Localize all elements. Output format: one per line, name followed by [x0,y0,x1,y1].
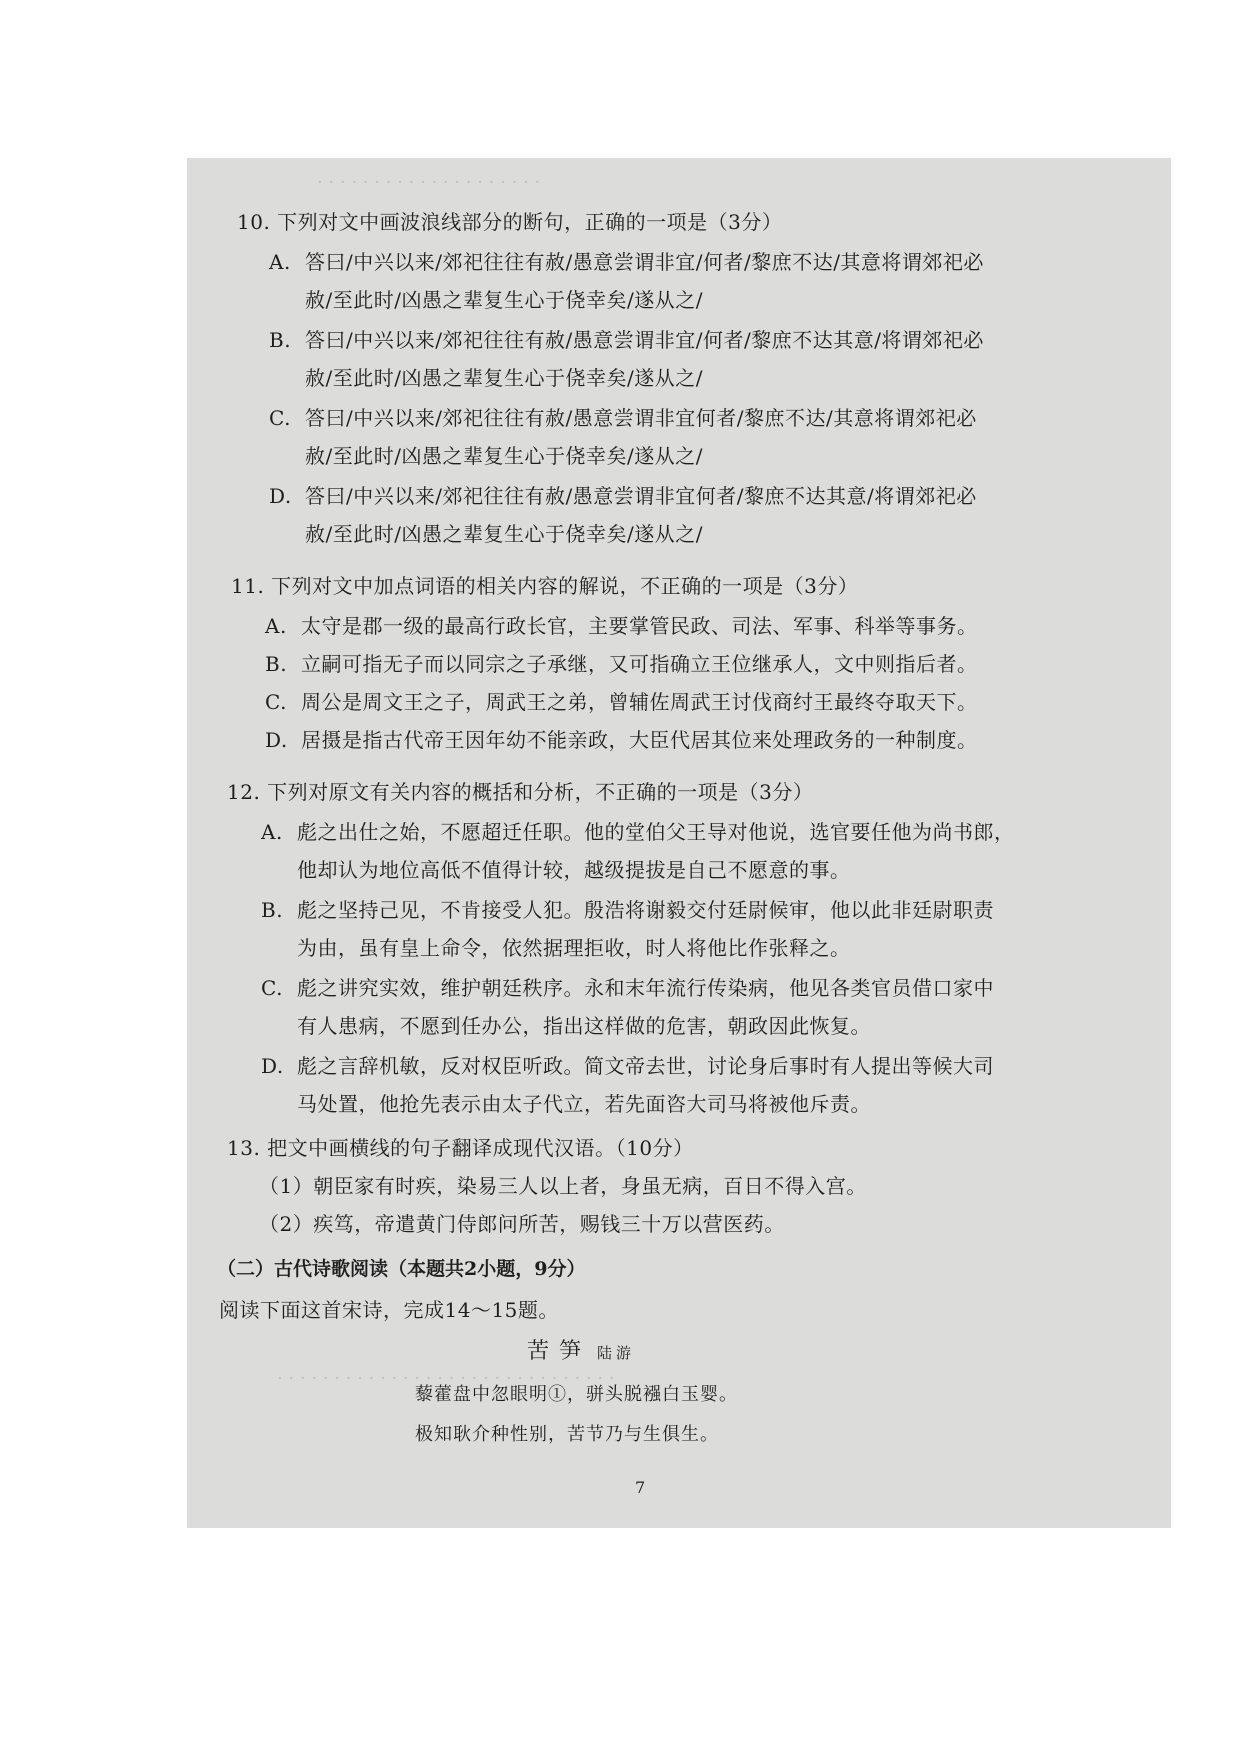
option-label: C. [269,406,291,430]
option-text: 答曰/中兴以来/郊祀往往有赦/愚意尝谓非宜/何者/黎庶不达其意/将谓郊祀必 [305,328,984,352]
question-12-option-c-continued: 有人患病，不愿到任办公，指出这样做的危害，朝政因此恢复。 [297,1014,871,1038]
question-11-stem: 11. 下列对文中加点词语的相关内容的解说，不正确的一项是（3分） [231,574,859,598]
question-11-option-c [265,686,978,715]
question-10-option-d-continued: 赦/至此时/凶愚之辈复生心于侥幸矣/遂从之/ [305,522,703,546]
question-10-option-c [269,402,977,431]
poem-line-1: 藜藿盘中忽眼明①，骈头脱襁白玉婴。 [415,1384,738,1405]
option-text: 答曰/中兴以来/郊祀往往有赦/愚意尝谓非宜何者/黎庶不达/其意将谓郊祀必 [305,406,977,430]
option-text: 立嗣可指无子而以同宗之子承继，又可指确立王位继承人，文中则指后者。 [301,652,978,676]
option-text: 彪之出仕之始，不愿超迁任职。他的堂伯父王导对他说，选官要任他为尚书郎， [297,820,1015,844]
question-10-option-a [269,246,984,275]
question-11-option-d [265,724,978,753]
option-text: 答曰/中兴以来/郊祀往往有赦/愚意尝谓非宜/何者/黎庶不达/其意将谓郊祀必 [305,250,984,274]
bleed-through-decoration: · · · · · · · · · · · · · · · · · · · · [317,172,541,193]
question-13-item-2: （2）疾笃，帝遣黄门侍郎问所苦，赐钱三十万以营医药。 [259,1212,785,1236]
poem-line-2: 极知耿介种性别，苦节乃与生俱生。 [415,1424,719,1445]
question-10-option-c-continued: 赦/至此时/凶愚之辈复生心于侥幸矣/遂从之/ [305,444,703,468]
option-label: D. [265,728,288,752]
question-13-item-1: （1）朝臣家有时疾，染易三人以上者，身虽无病，百日不得入宫。 [259,1174,867,1198]
section-heading: （二）古代诗歌阅读（本题共2小题，9分） [217,1258,586,1280]
question-10-option-a-continued: 赦/至此时/凶愚之辈复生心于侥幸矣/遂从之/ [305,288,703,312]
question-12-option-c [261,972,994,1001]
option-text: 答曰/中兴以来/郊祀往往有赦/愚意尝谓非宜何者/黎庶不达其意/将谓郊祀必 [305,484,977,508]
question-12-option-a [261,816,1015,845]
question-13-stem: 13. 把文中画横线的句子翻译成现代汉语。（10分） [227,1136,694,1160]
option-label: D. [261,1054,284,1078]
option-text: 彪之言辞机敏，反对权臣听政。简文帝去世，讨论身后事时有人提出等候大司 [297,1054,994,1078]
option-label: B. [261,898,284,922]
question-10-option-b [269,324,984,353]
question-10-stem: 10. 下列对文中画波浪线部分的断句，正确的一项是（3分） [237,210,783,234]
option-label: A. [269,250,291,274]
option-label: B. [265,652,288,676]
page-content [187,158,1171,1528]
question-12-option-a-continued: 他却认为地位高低不值得计较，越级提拔是自己不愿意的事。 [297,858,851,882]
option-label: D. [269,484,292,508]
paper-sheet [187,158,1171,1528]
option-text: 周公是周文王之子，周武王之弟，曾辅佐周武王讨伐商纣王最终夺取天下。 [301,690,978,714]
option-label: C. [261,976,283,1000]
poem-title [527,1334,635,1365]
section-instruction: 阅读下面这首宋诗，完成14～15题。 [219,1298,559,1322]
option-text: 太守是郡一级的最高行政长官，主要掌管民政、司法、军事、科举等事务。 [301,614,978,638]
option-text: 居摄是指古代帝王因年幼不能亲政，大臣代居其位来处理政务的一种制度。 [301,728,978,752]
question-12-option-b-continued: 为由，虽有皇上命令，依然据理拒收，时人将他比作张释之。 [297,936,851,960]
option-label: A. [261,820,283,844]
question-12-stem: 12. 下列对原文有关内容的概括和分析，不正确的一项是（3分） [227,780,814,804]
question-11-option-b [265,648,978,677]
option-label: B. [269,328,292,352]
option-label: C. [265,690,287,714]
option-text: 彪之坚持己见，不肯接受人犯。殷浩将谢毅交付廷尉候审，他以此非廷尉职责 [297,898,994,922]
poem-author: 陆游 [597,1344,636,1362]
question-10-option-b-continued: 赦/至此时/凶愚之辈复生心于侥幸矣/遂从之/ [305,366,703,390]
question-12-option-d-continued: 马处置，他抢先表示由太子代立，若先面咨大司马将被他斥责。 [297,1092,871,1116]
option-text: 彪之讲究实效，维护朝廷秩序。永和末年流行传染病，他见各类官员借口家中 [297,976,994,1000]
question-12-option-b [261,894,994,923]
question-10-option-d [269,480,977,509]
page-number: 7 [635,1478,646,1497]
poem-title-text: 苦笋 [527,1339,592,1364]
question-12-option-d [261,1050,994,1079]
question-11-option-a [265,610,978,639]
option-label: A. [265,614,287,638]
bleed-through-decoration: · · · · · · · · · · · · · · · · · · · · · · · · · · · · · · [277,1368,615,1389]
